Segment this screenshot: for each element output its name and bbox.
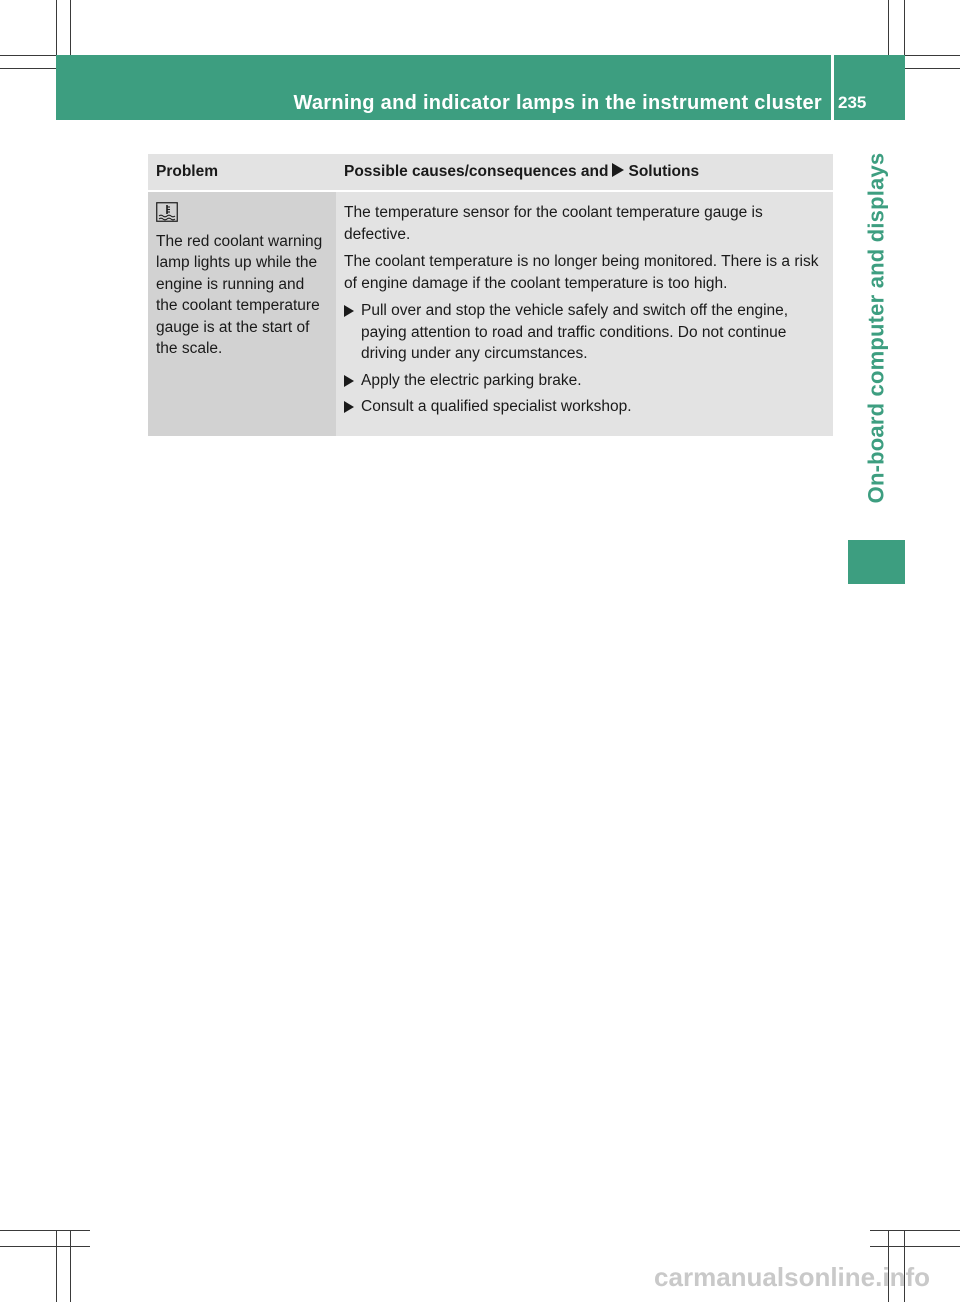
crop-mark: [0, 1230, 90, 1231]
section-side-tab-label: On-board computer and displays: [863, 152, 889, 503]
action-arrow-icon: [344, 401, 354, 413]
section-side-tab: [848, 120, 905, 535]
problem-cell: [148, 191, 336, 436]
solution-cell: [336, 191, 833, 436]
warning-lamp-table: [148, 154, 833, 436]
column-header-problem-label: Problem: [156, 163, 219, 181]
solution-step-text: Consult a qualified specialist workshop.: [361, 398, 632, 415]
column-header-solutions: [336, 154, 833, 191]
column-header-solutions-suffix: Solutions: [628, 163, 700, 181]
crop-mark: [870, 1246, 960, 1247]
solution-step: [344, 300, 825, 365]
page-number: 235: [838, 93, 867, 112]
solution-step-text: Apply the electric parking brake.: [361, 371, 582, 389]
table-row: [148, 191, 833, 436]
page-title: Warning and indicator lamps in the instrument cluster: [293, 92, 822, 114]
problem-text: The red coolant warning lamp lights up while the engine is running and the coolant temperature gauge is at the start of the scale.: [156, 232, 323, 357]
column-header-solutions-prefix: Possible causes/consequences and: [344, 163, 609, 181]
coolant-temperature-icon: [156, 202, 328, 231]
action-arrow-icon: [344, 305, 354, 317]
crop-mark: [70, 1230, 71, 1302]
solution-step-text: Pull over and stop the vehicle safely and switch off the engine, paying attention to road and traffic conditions. Do not continue driving under any circumstances.: [361, 302, 789, 362]
section-marker-block: [848, 540, 905, 584]
crop-mark: [870, 1230, 960, 1231]
crop-mark: [56, 1230, 57, 1302]
solution-step: [344, 370, 825, 392]
cause-text: The coolant temperature is no longer being monitored. There is a risk of engine damage if the coolant temperature is too high.: [344, 253, 819, 292]
table-header-row: [148, 154, 833, 191]
solution-step: [344, 396, 825, 418]
crop-mark: [0, 1246, 90, 1247]
action-arrow-icon: [612, 163, 624, 177]
header-divider: [831, 55, 834, 120]
action-arrow-icon: [344, 375, 354, 387]
column-header-problem: [148, 154, 336, 191]
cause-text: The temperature sensor for the coolant temperature gauge is defective.: [344, 204, 763, 243]
watermark: carmanualsonline.info: [654, 1262, 930, 1292]
